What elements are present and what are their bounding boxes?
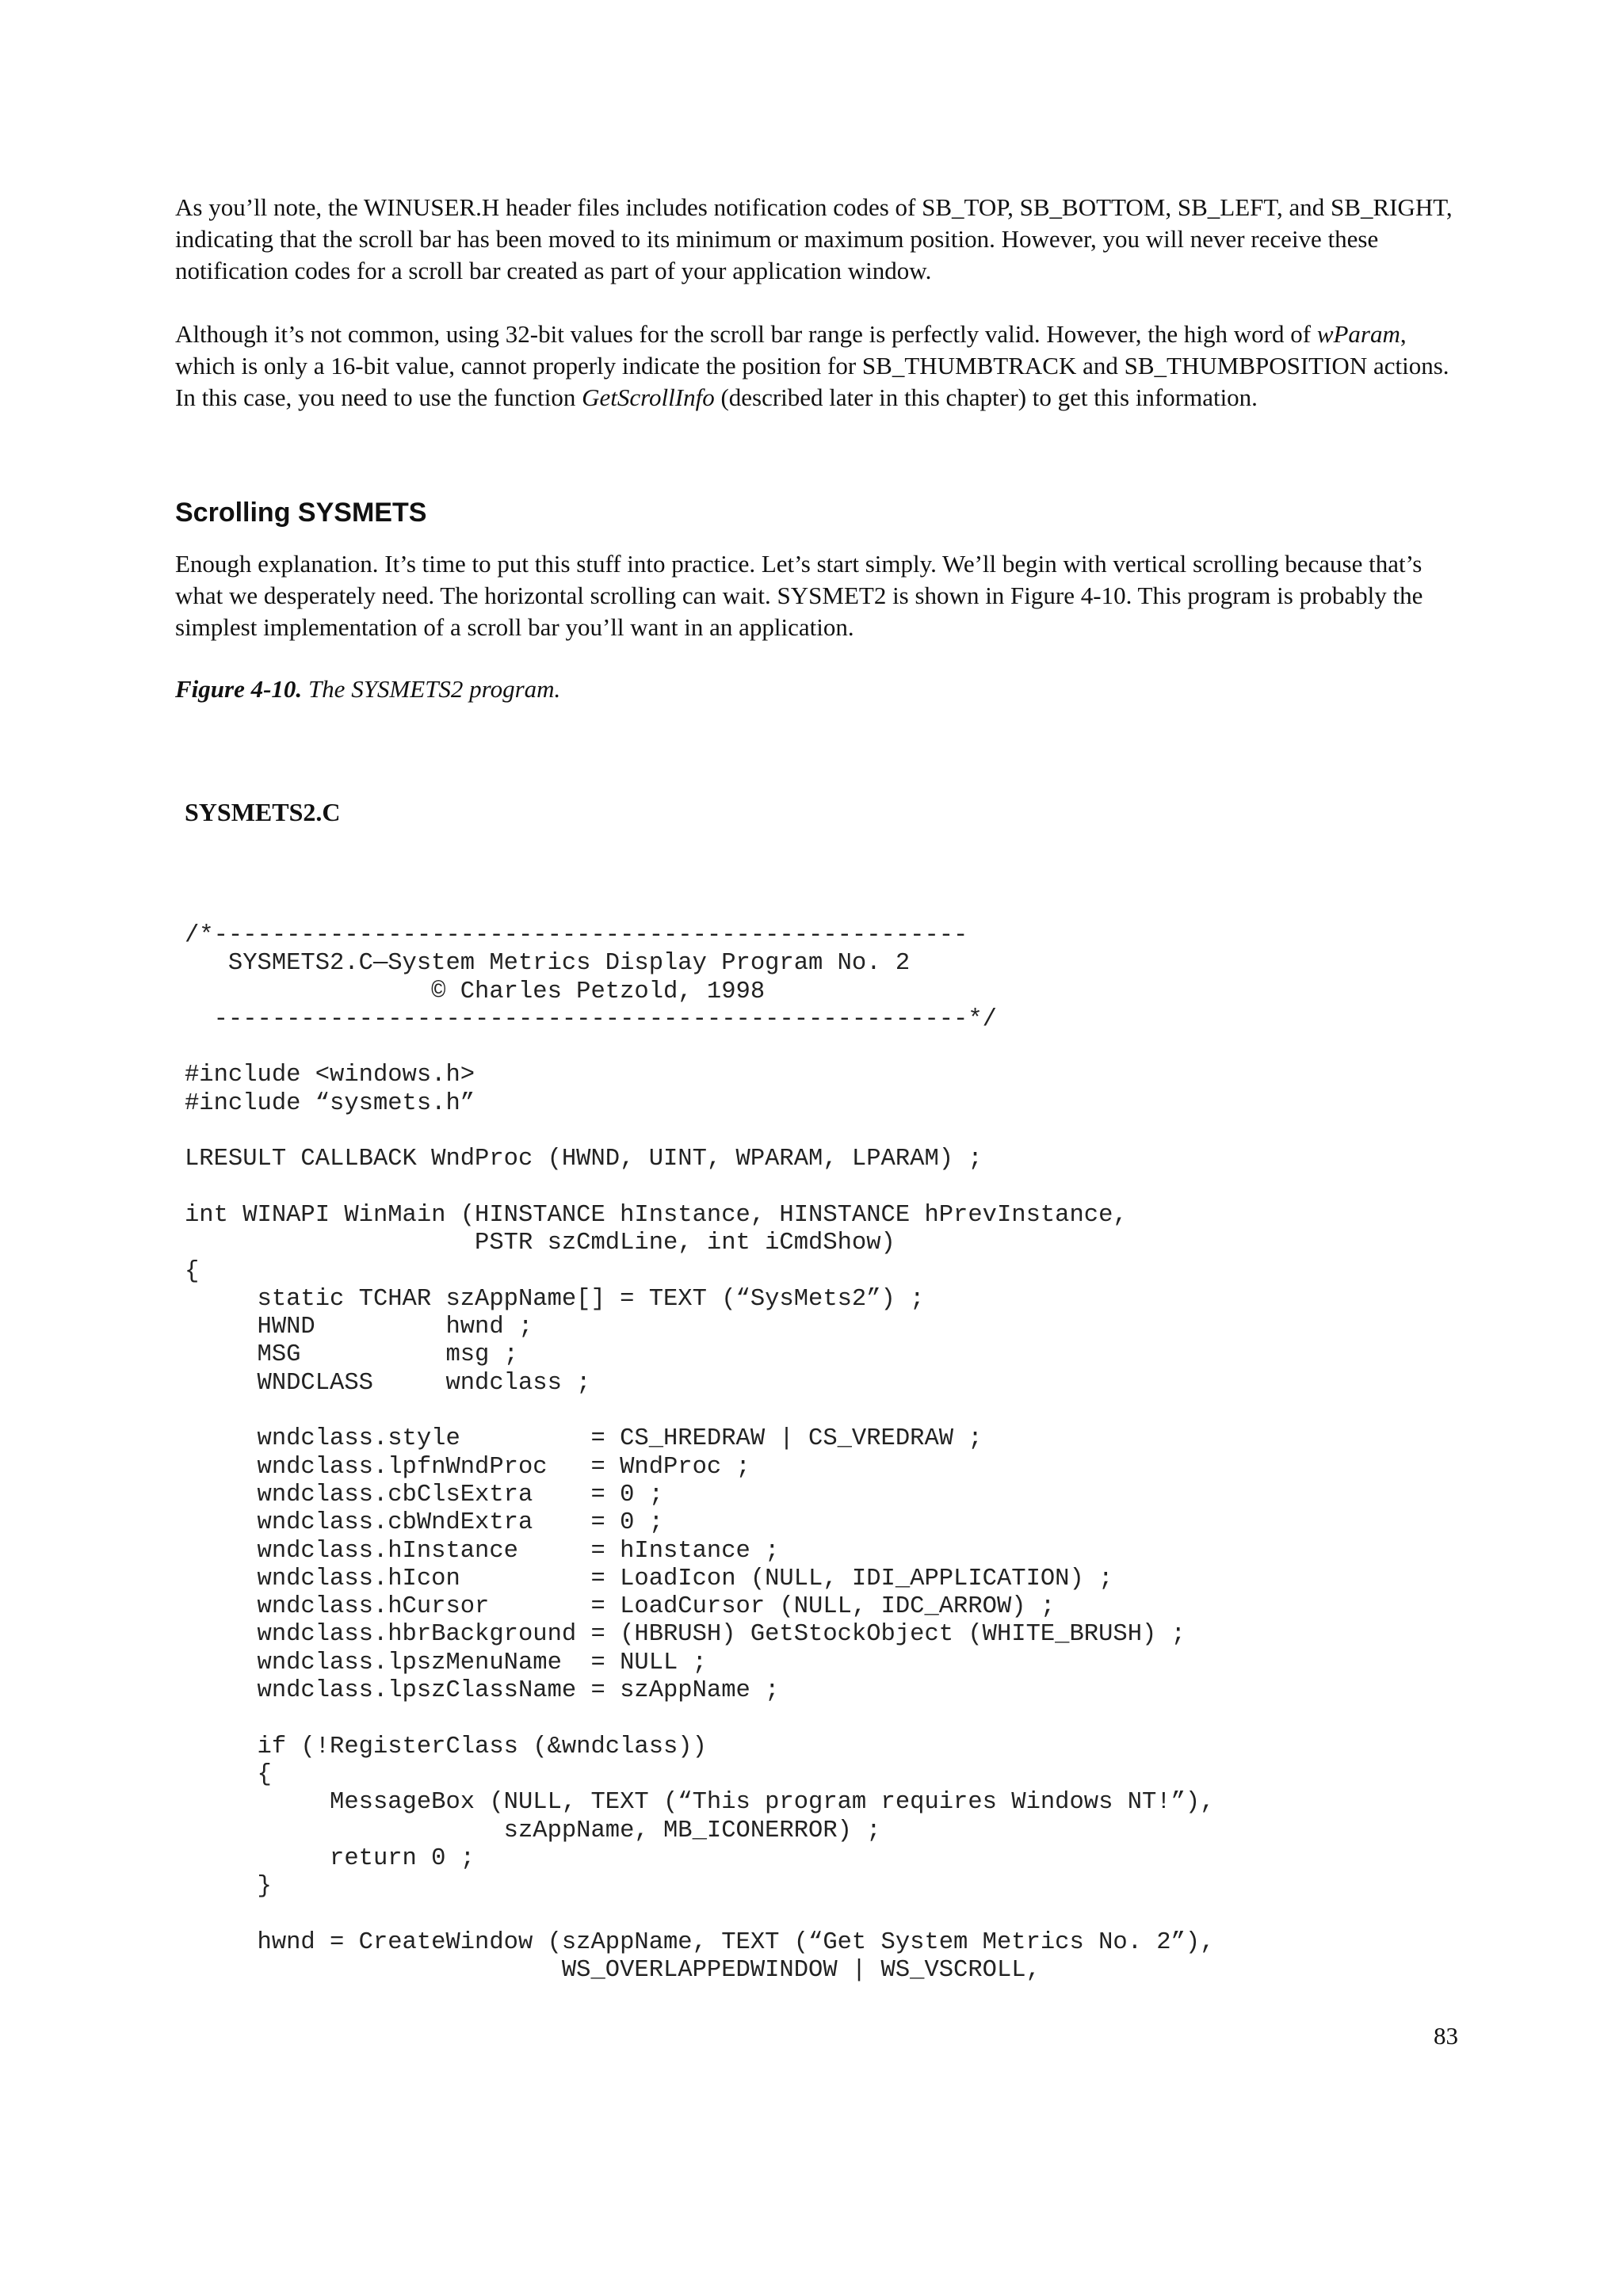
code-line [185,1705,1215,1733]
page-number: 83 [1434,2022,1458,2050]
code-line: wndclass.cbClsExtra = 0 ; [185,1481,663,1508]
code-line: MSG msg ; [185,1341,518,1369]
figure-caption [175,673,1459,705]
paragraph-2-text-b: , which is only a 16-bit value, cannot properly indicate the position for SB_THUMBTRACK and SB_THUMBPOSITION actions. In this case, you need to use the function [175,320,1449,411]
code-line: wndclass.style = CS_HREDRAW | CS_VREDRAW ; [185,1425,983,1453]
code-line: { [185,1760,272,1788]
code-line: if (!RegisterClass (&wndclass)) [185,1733,707,1760]
code-line [185,1034,1215,1062]
paragraph-2-wparam-term: wParam [1316,320,1400,348]
code-listing [185,922,1215,1985]
code-line: static TCHAR szAppName[] = TEXT (“SysMets2”) ; [185,1285,925,1313]
section-paragraph: Enough explanation. It’s time to put this stuff into practice. Let’s start simply. We’ll begin with vertical scrolling because that’s what we desperately need. The horizontal scrolling can wait. SYSMET2 is shown in Figure 4-10. This program is probably the simplest implementation of a scroll bar you’ll want in an application. [175,550,1423,641]
code-line: /*---------------------------------------------------- [185,922,968,949]
figure-label: Figure 4-10. [175,675,303,703]
code-line: int WINAPI WinMain (HINSTANCE hInstance, HINSTANCE hPrevInstance, [185,1201,1128,1229]
code-line: MessageBox (NULL, TEXT (“This program requires Windows NT!”), [185,1789,1215,1817]
code-line: #include “sysmets.h” [185,1089,475,1117]
code-line: wndclass.hIcon = LoadIcon (NULL, IDI_APPLICATION) ; [185,1565,1113,1592]
code-line: szAppName, MB_ICONERROR) ; [185,1817,881,1844]
code-line: wndclass.hCursor = LoadCursor (NULL, IDC_ARROW) ; [185,1593,1056,1621]
code-line: WS_OVERLAPPEDWINDOW | WS_VSCROLL, [185,1956,1041,1984]
listing-title: SYSMETS2.C [185,798,341,826]
code-line: { [185,1257,200,1285]
code-line: © Charles Petzold, 1998 [185,978,766,1005]
paragraph-2-text-c: (described later in this chapter) to get this information. [714,383,1258,411]
code-line: wndclass.lpszClassName = szAppName ; [185,1677,780,1705]
code-line [185,1174,1215,1202]
code-line: return 0 ; [185,1844,475,1872]
code-line: ----------------------------------------------------*/ [185,1005,997,1033]
code-line: #include <windows.h> [185,1062,475,1089]
code-line: LRESULT CALLBACK WndProc (HWND, UINT, WPARAM, LPARAM) ; [185,1146,983,1173]
code-line: WNDCLASS wndclass ; [185,1369,591,1397]
figure-caption-text: The SYSMETS2 program. [302,675,561,703]
body-paragraph-2 [175,318,1459,414]
paragraph-2-getscrollinfo-term: GetScrollInfo [582,383,715,411]
code-line: SYSMETS2.C—System Metrics Display Program No. 2 [185,950,911,978]
paragraph-2-text-a: Although it’s not common, using 32-bit values for the scroll bar range is perfectly valid. However, the high word of [175,320,1317,348]
code-line: wndclass.lpfnWndProc = WndProc ; [185,1453,750,1481]
code-line: wndclass.hInstance = hInstance ; [185,1537,780,1565]
code-line: wndclass.hbrBackground = (HBRUSH) GetStockObject (WHITE_BRUSH) ; [185,1621,1186,1649]
code-line: PSTR szCmdLine, int iCmdShow) [185,1230,896,1257]
code-line: hwnd = CreateWindow (szAppName, TEXT (“Get System Metrics No. 2”), [185,1928,1215,1956]
code-line: } [185,1873,272,1901]
code-line: HWND hwnd ; [185,1314,533,1341]
code-line [185,1118,1215,1146]
code-line: wndclass.cbWndExtra = 0 ; [185,1509,663,1537]
section-heading: Scrolling SYSMETS [175,498,427,528]
body-paragraph-1: As you’ll note, the WINUSER.H header files includes notification codes of SB_TOP, SB_BOTTOM, SB_LEFT, and SB_RIGHT, indicating that the scroll bar has been moved to its minimum or maximum position. However, you will never receive these notification codes for a scroll bar created as part of your application window. [175,193,1453,284]
code-line [185,1398,1215,1425]
code-line [185,1901,1215,1928]
code-line: wndclass.lpszMenuName = NULL ; [185,1649,707,1676]
